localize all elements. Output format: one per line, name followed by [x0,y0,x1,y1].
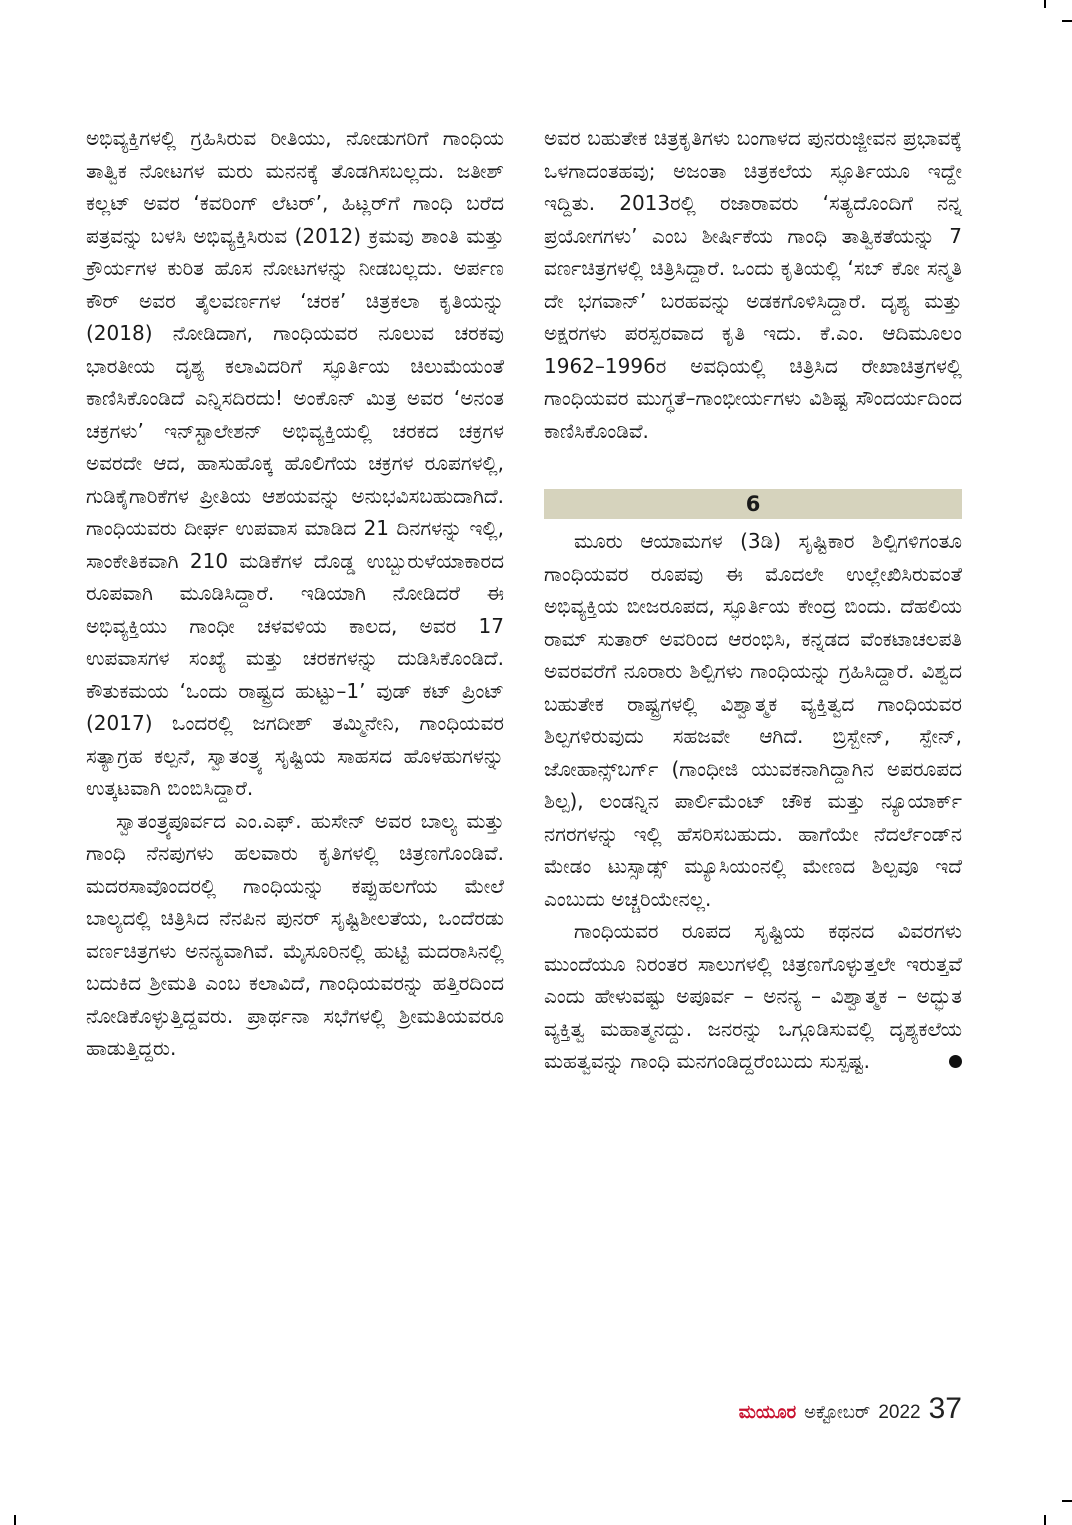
paragraph: ಅಭಿವ್ಯಕ್ತಿಗಳಲ್ಲಿ ಗ್ರಹಿಸಿರುವ ರೀತಿಯು, ನೋಡುಗರಿಗೆ ಗಾಂಧಿಯ ತಾತ್ವಿಕ ನೋಟಗಳ ಮರು ಮನನಕ್ಕೆ ತೊಡಗಿಸಬಲ್ಲದು. ಜತೀಶ್ ಕಲ್ಲಟ್ ಅವರ ‘ಕವರಿಂಗ್ ಲೆಟರ್’, ಹಿಟ್ಲರ್‌ಗೆ ಗಾಂಧಿ ಬರೆದ ಪತ್ರವನ್ನು ಬಳಸಿ ಅಭಿವ್ಯಕ್ತಿಸಿರುವ (2012) ಕ್ರಮವು ಶಾಂತಿ ಮತ್ತು ಕ್ರೌರ್ಯಗಳ ಕುರಿತ ಹೊಸ ನೋಟಗಳನ್ನು ನೀಡಬಲ್ಲದು. ಅರ್ಪಣ ಕೌರ್ ಅವರ ತೈಲವರ್ಣಗಳ ‘ಚರಕ’ ಚಿತ್ರಕಲಾ ಕೃತಿಯನ್ನು (2018) ನೋಡಿದಾಗ, ಗಾಂಧಿಯವರ ನೂಲುವ ಚರಕವು ಭಾರತೀಯ ದೃಶ್ಯ ಕಲಾವಿದರಿಗೆ ಸ್ಫೂರ್ತಿಯ ಚಿಲುಮೆಯಂತೆ ಕಾಣಿಸಿಕೊಂಡಿದೆ ಎನ್ನಿಸದಿರದು! ಅಂಕೊನ್ ಮಿತ್ರ ಅವರ ‘ಅನಂತ ಚಕ್ರಗಳು’ ಇನ್‌ಸ್ಟಾಲೇಶನ್ ಅಭಿವ್ಯಕ್ತಿಯಲ್ಲಿ ಚರಕದ ಚಕ್ರಗಳ ಅವರದೇ ಆದ, ಹಾಸುಹೊಕ್ಕ ಹೊಲಿಗೆಯ ಚಕ್ರಗಳ ರೂಪಗಳಲ್ಲಿ, ಗುಡಿಕೈಗಾರಿಕೆಗಳ ಪ್ರೀತಿಯ ಆಶಯವನ್ನು ಅನುಭವಿಸಬಹುದಾಗಿದೆ. ಗಾಂಧಿಯವರು ದೀರ್ಘ ಉಪವಾಸ ಮಾಡಿದ 21 ದಿನಗಳನ್ನು ಇಲ್ಲಿ, ಸಾಂಕೇತಿಕವಾಗಿ 210 ಮಡಿಕೆಗಳ ದೊಡ್ಡ ಉಬ್ಬುರುಳೆಯಾಕಾರದ ರೂಪವಾಗಿ ಮೂಡಿಸಿದ್ದಾರೆ. ಇಡಿಯಾಗಿ ನೋಡಿದರೆ ಈ ಅಭಿವ್ಯಕ್ತಿಯು ಗಾಂಧೀ ಚಳವಳಿಯ ಕಾಲದ, ಅವರ 17 ಉಪವಾಸಗಳ ಸಂಖ್ಯೆ ಮತ್ತು ಚರಕಗಳನ್ನು ದುಡಿಸಿಕೊಂಡಿದೆ. ಕೌತುಕಮಯ ‘ಒಂದು ರಾಷ್ಟ್ರದ ಹುಟ್ಟು–1’ ವುಡ್ ಕಟ್ ಪ್ರಿಂಟ್ (2017) ಒಂದರಲ್ಲಿ ಜಗದೀಶ್ ತಮ್ಮಿನೇನಿ, ಗಾಂಧಿಯವರ ಸತ್ಯಾಗ್ರಹ ಕಲ್ಪನೆ, ಸ್ವಾತಂತ್ರ್ಯ ಸೃಷ್ಟಿಯ ಸಾಹಸದ ಹೊಳಹುಗಳನ್ನು ಉತ್ಕಟವಾಗಿ ಬಿಂಬಿಸಿದ್ದಾರೆ. [86,126,504,800]
section-header [544,489,962,519]
crop-mark [14,1515,16,1525]
paragraph [544,915,962,1078]
paragraph: ಅವರ ಬಹುತೇಕ ಚಿತ್ರಕೃತಿಗಳು ಬಂಗಾಳದ ಪುನರುಜ್ಜೀವನ ಪ್ರಭಾವಕ್ಕೆ ಒಳಗಾದಂತಹವು; ಅಜಂತಾ ಚಿತ್ರಕಲೆಯ ಸ್ಫೂರ್ತಿಯೂ ಇದ್ದೇ ಇದ್ದಿತು. 2013ರಲ್ಲಿ ರಜಾರಾವರು ‘ಸತ್ಯದೊಂದಿಗೆ ನನ್ನ ಪ್ರಯೋಗಗಳು’ ಎಂಬ ಶೀರ್ಷಿಕೆಯ ಗಾಂಧಿ ತಾತ್ವಿಕತೆಯನ್ನು 7 ವರ್ಣಚಿತ್ರಗಳಲ್ಲಿ ಚಿತ್ರಿಸಿದ್ದಾರೆ. ಒಂದು ಕೃತಿಯಲ್ಲಿ ‘ಸಬ್ ಕೋ ಸನ್ಮತಿ ದೇ ಭಗವಾನ್’ ಬರಹವನ್ನು ಅಡಕಗೊಳಿಸಿದ್ದಾರೆ. ದೃಶ್ಯ ಮತ್ತು ಅಕ್ಷರಗಳು ಪರಸ್ಪರವಾದ ಕೃತಿ ಇದು. ಕೆ.ಎಂ. ಆದಿಮೂಲಂ 1962–1996ರ ಅವಧಿಯಲ್ಲಿ ಚಿತ್ರಿಸಿದ ರೇಖಾಚಿತ್ರಗಳಲ್ಲಿ ಗಾಂಧಿಯವರ ಮುಗ್ಧತೆ–ಗಾಂಭೀರ್ಯಗಳು ವಿಶಿಷ್ಟ ಸೌಂದರ್ಯದಿಂದ ಕಾಣಿಸಿಕೊಂಡಿವೆ. [544,126,962,443]
page-number: 37 [928,1392,962,1425]
section-number: 6 [745,491,761,516]
right-column [544,122,962,1078]
crop-mark [1062,20,1072,22]
issue-year: 2022 [878,1402,921,1423]
paragraph-text: ಗಾಂಧಿಯವರ ರೂಪದ ಸೃಷ್ಟಿಯ ಕಥನದ ವಿವರಗಳು ಮುಂದೆಯೂ ನಿರಂತರ ಸಾಲುಗಳಲ್ಲಿ ಚಿತ್ರಣಗೊಳ್ಳುತ್ತಲೇ ಇರುತ್ತವೆ ಎಂದು ಹೇಳುವಷ್ಟು ಅಪೂರ್ವ – ಅನನ್ಯ – ವಿಶ್ವಾತ್ಮಕ – ಅದ್ಭುತ ವ್ಯಕ್ತಿತ್ವ ಮಹಾತ್ಮನದ್ದು. ಜನರನ್ನು ಒಗ್ಗೂಡಿಸುವಲ್ಲಿ ದೃಶ್ಯಕಲೆಯ ಮಹತ್ವವನ್ನು ಗಾಂಧಿ ಮನಗಂಡಿದ್ದರೆಂಬುದು ಸುಸ್ಪಷ್ಟ. [544,919,962,1073]
page-footer [739,1392,962,1426]
paragraph: ಸ್ವಾತಂತ್ರ್ಯಪೂರ್ವದ ಎಂ.ಎಫ್. ಹುಸೇನ್ ಅವರ ಬಾಲ್ಯ ಮತ್ತು ಗಾಂಧಿ ನೆನಪುಗಳು ಹಲವಾರು ಕೃತಿಗಳಲ್ಲಿ ಚಿತ್ರಣಗೊಂಡಿವೆ. ಮದರಸಾವೊಂದರಲ್ಲಿ ಗಾಂಧಿಯನ್ನು ಕಪ್ಪುಹಲಗೆಯ ಮೇಲೆ ಬಾಲ್ಯದಲ್ಲಿ ಚಿತ್ರಿಸಿದ ನೆನಪಿನ ಪುನರ್ ಸೃಷ್ಟಿಶೀಲತೆಯ, ಒಂದೆರಡು ವರ್ಣಚಿತ್ರಗಳು ಅನನ್ಯವಾಗಿವೆ. ಮೈಸೂರಿನಲ್ಲಿ ಹುಟ್ಟಿ ಮದರಾಸಿನಲ್ಲಿ ಬದುಕಿದ ಶ್ರೀಮತಿ ಎಂಬ ಕಲಾವಿದೆ, ಗಾಂಧಿಯವರನ್ನು ಹತ್ತಿರದಿಂದ ನೋಡಿಕೊಳ್ಳುತ್ತಿದ್ದವರು. ಪ್ರಾರ್ಥನಾ ಸಭೆಗಳಲ್ಲಿ ಶ್ರೀಮತಿಯವರೂ ಹಾಡುತ್ತಿದ್ದರು. [86,808,504,1060]
left-column [86,122,504,1065]
crop-mark [1044,0,1046,8]
issue-month: ಅಕ್ಟೋಬರ್ [804,1402,871,1422]
end-bullet-icon [949,1055,962,1068]
crop-mark [1062,1500,1072,1502]
magazine-brand: ಮಯೂರ [738,1402,797,1422]
paragraph: ಮೂರು ಆಯಾಮಗಳ (3ಡಿ) ಸೃಷ್ಟಿಕಾರ ಶಿಲ್ಪಿಗಳಿಗಂತೂ ಗಾಂಧಿಯವರ ರೂಪವು ಈ ಮೊದಲೇ ಉಲ್ಲೇಖಿಸಿರುವಂತೆ ಅಭಿವ್ಯಕ್ತಿಯ ಬೀಜರೂಪದ, ಸ್ಫೂರ್ತಿಯ ಕೇಂದ್ರ ಬಿಂದು. ದೆಹಲಿಯ ರಾಮ್ ಸುತಾರ್ ಅವರಿಂದ ಆರಂಭಿಸಿ, ಕನ್ನಡದ ವೆಂಕಟಾಚಲಪತಿ ಅವರವರೆಗೆ ನೂರಾರು ಶಿಲ್ಪಿಗಳು ಗಾಂಧಿಯನ್ನು ಗ್ರಹಿಸಿದ್ದಾರೆ. ವಿಶ್ವದ ಬಹುತೇಕ ರಾಷ್ಟ್ರಗಳಲ್ಲಿ ವಿಶ್ವಾತ್ಮಕ ವ್ಯಕ್ತಿತ್ವದ ಗಾಂಧಿಯವರ ಶಿಲ್ಪಗಳಿರುವುದು ಸಹಜವೇ ಆಗಿದೆ. ಬ್ರಿಸ್ಬೇನ್, ಸ್ಪೇನ್, ಜೋಹಾನ್ಸ್‌ಬರ್ಗ್ (ಗಾಂಧೀಜಿ ಯುವಕನಾಗಿದ್ದಾಗಿನ ಅಪರೂಪದ ಶಿಲ್ಪ), ಲಂಡನ್ನಿನ ಪಾರ್ಲಿಮೆಂಟ್ ಚೌಕ ಮತ್ತು ನ್ಯೂಯಾರ್ಕ್ ನಗರಗಳನ್ನು ಇಲ್ಲಿ ಹೆಸರಿಸಬಹುದು. ಹಾಗೆಯೇ ನೆದರ್ಲೆಂಡ್‌ನ ಮೇಡಂ ಟುಸ್ಸಾಡ್ಸ್ ಮ್ಯೂಸಿಯಂನಲ್ಲಿ ಮೇಣದ ಶಿಲ್ಪವೂ ಇದೆ ಎಂಬುದು ಅಚ್ಚರಿಯೇನಲ್ಲ. [544,529,962,911]
crop-mark [1044,1515,1046,1525]
